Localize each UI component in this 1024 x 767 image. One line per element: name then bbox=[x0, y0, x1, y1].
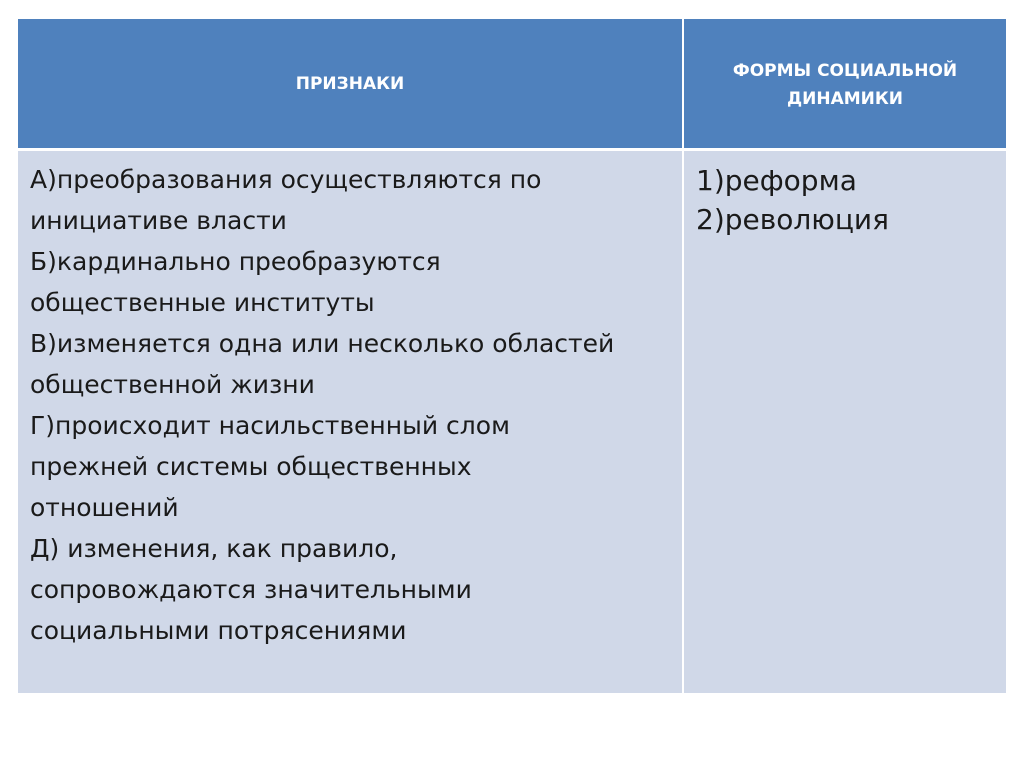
sign-line: Г)происходит насильственный слом bbox=[30, 411, 510, 440]
sign-line: инициативе власти bbox=[30, 206, 287, 235]
sign-line: общественной жизни bbox=[30, 370, 315, 399]
sign-line: Д) изменения, как правило, bbox=[30, 534, 398, 563]
form-item-revolution: 2)революция bbox=[696, 203, 889, 236]
sign-line: прежней системы общественных bbox=[30, 452, 472, 481]
comparison-table bbox=[18, 19, 1006, 693]
header-signs-label: ПРИЗНАКИ bbox=[295, 73, 405, 94]
sign-line: А)преобразования осуществляются по bbox=[30, 165, 542, 194]
form-item-reform: 1)реформа bbox=[696, 164, 857, 197]
forms-cell bbox=[684, 151, 1006, 693]
sign-line: общественные институты bbox=[30, 288, 375, 317]
header-forms-line-2: ДИНАМИКИ bbox=[786, 89, 904, 109]
sign-line: сопровождаются значительными bbox=[30, 575, 472, 604]
sign-line: Б)кардинально преобразуются bbox=[30, 247, 441, 276]
header-signs bbox=[18, 19, 684, 151]
header-forms-line-1: ФОРМЫ СОЦИАЛЬНОЙ bbox=[732, 61, 958, 81]
sign-line: отношений bbox=[30, 493, 179, 522]
signs-cell bbox=[18, 151, 684, 693]
sign-line: В)изменяется одна или несколько областей bbox=[30, 329, 615, 358]
header-forms bbox=[684, 19, 1006, 151]
sign-line: социальными потрясениями bbox=[30, 616, 407, 645]
